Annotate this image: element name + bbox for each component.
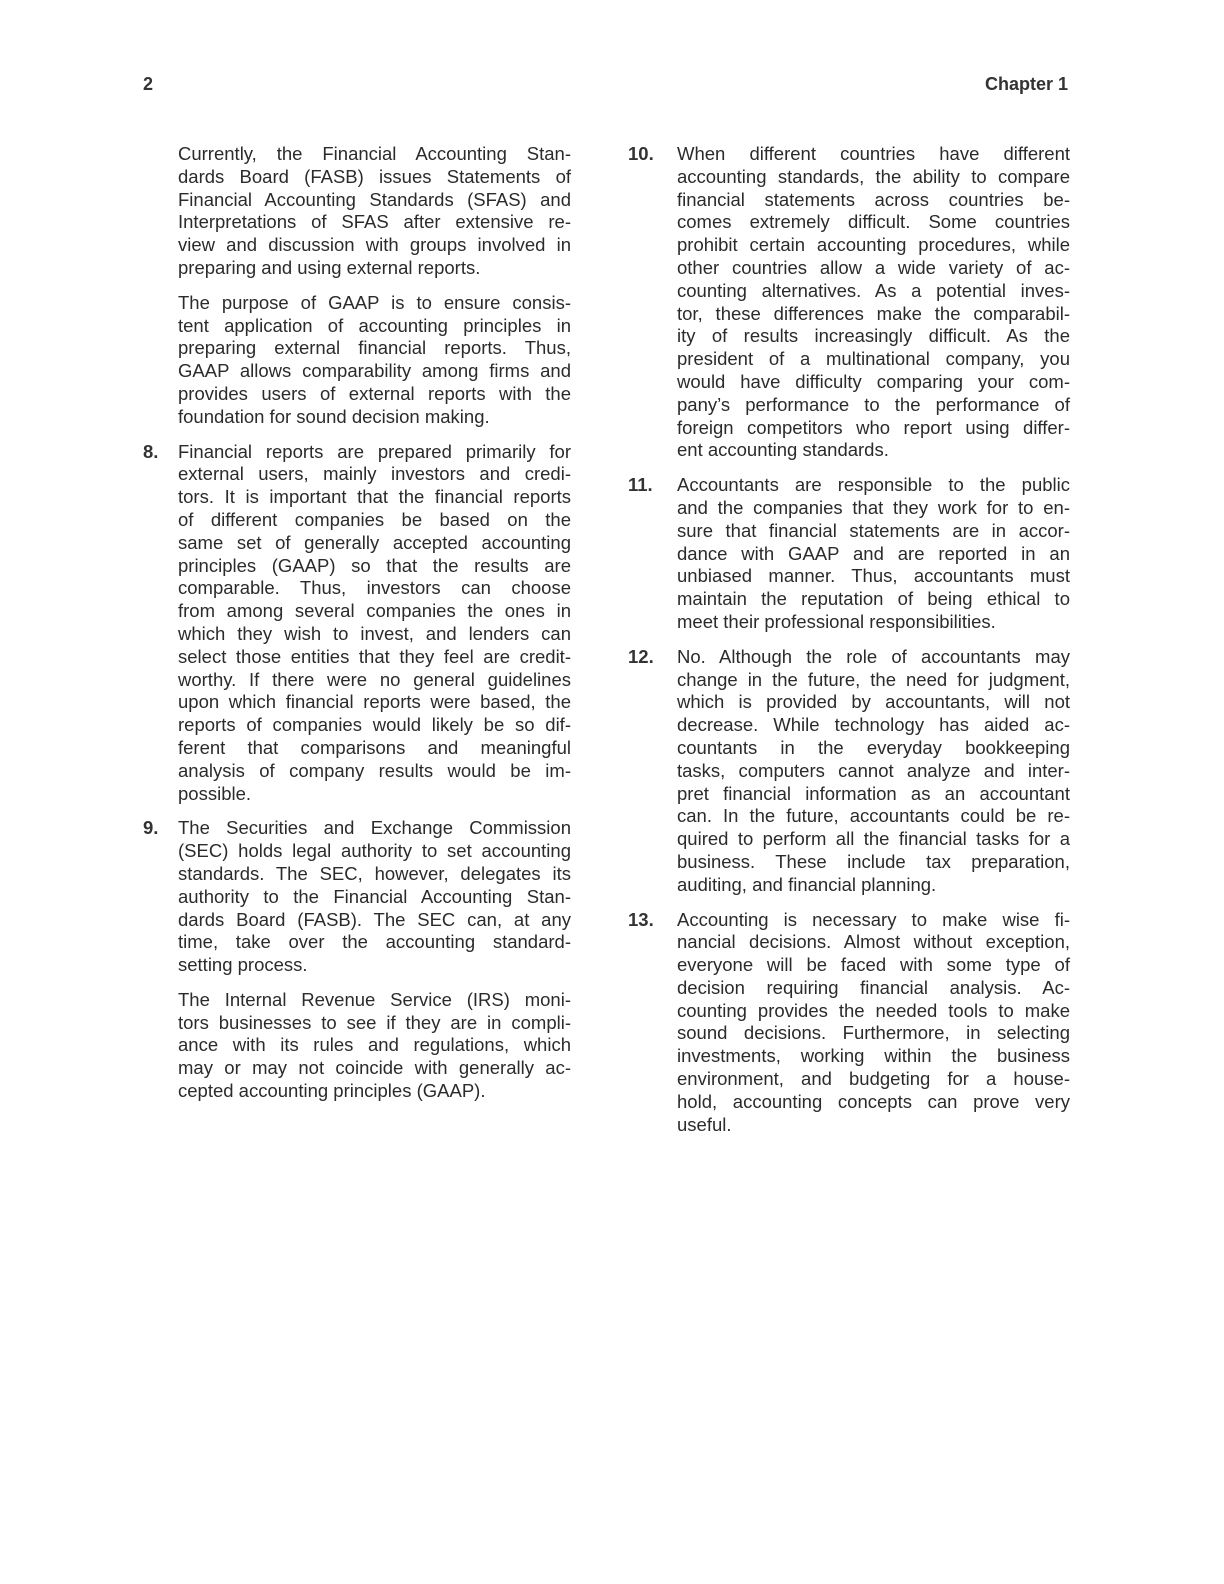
- text-line: which is provided by accountants, will not: [677, 691, 1070, 713]
- item-number: 9.: [143, 817, 159, 839]
- text-line: comparable. Thus, investors can choose: [178, 577, 571, 599]
- text-line: tors businesses to see if they are in compli-: [178, 1011, 571, 1033]
- text-line: ity of results increasingly difficult. As the: [677, 325, 1070, 347]
- text-line: view and discussion with groups involved in: [178, 234, 571, 256]
- answer-item: [628, 645, 1070, 897]
- text-line: pret financial information as an accountant: [677, 782, 1070, 804]
- text-line: tors. It is important that the financial reports: [178, 486, 571, 508]
- text-line: Financial reports are prepared primarily for: [178, 440, 571, 462]
- item-number: 11.: [628, 474, 653, 496]
- text-line: would have difficulty comparing your com-: [677, 370, 1070, 392]
- paragraph: [178, 989, 571, 1103]
- text-line: prohibit certain accounting procedures, while: [677, 234, 1070, 256]
- text-line: environment, and budgeting for a house-: [677, 1068, 1070, 1090]
- text-line: Financial Accounting Standards (SFAS) and: [178, 188, 571, 210]
- text-line: maintain the reputation of being ethical to: [677, 588, 1070, 610]
- text-line: time, take over the accounting standard-: [178, 931, 571, 953]
- text-line: analysis of company results would be im-: [178, 759, 571, 781]
- text-line: GAAP allows comparability among firms and: [178, 360, 571, 382]
- text-line: possible.: [178, 782, 252, 804]
- text-line: auditing, and financial planning.: [677, 873, 937, 895]
- text-line: accounting standards, the ability to compare: [677, 165, 1070, 187]
- text-line: Currently, the Financial Accounting Stan-: [178, 143, 571, 164]
- text-line: ance with its rules and regulations, which: [178, 1034, 571, 1056]
- text-line: same set of generally accepted accounting: [178, 531, 571, 553]
- text-line: setting process.: [178, 954, 308, 976]
- text-line: dards Board (FASB). The SEC can, at any: [178, 908, 571, 930]
- text-line: When different countries have different: [677, 143, 1070, 164]
- text-line: dance with GAAP and are reported in an: [677, 542, 1070, 564]
- text-line: and the companies that they work for to en-: [677, 496, 1070, 518]
- text-line: pany’s performance to the performance of: [677, 393, 1070, 415]
- text-line: preparing external financial reports. Thus,: [178, 337, 571, 359]
- text-line: everyone will be faced with some type of: [677, 954, 1070, 976]
- answer-item: [628, 474, 1070, 634]
- text-line: quired to perform all the financial tasks for a: [677, 828, 1070, 850]
- text-line: (SEC) holds legal authority to set accounting: [178, 840, 571, 862]
- text-line: decrease. While technology has aided ac-: [677, 714, 1070, 736]
- text-line: comes extremely difficult. Some countries: [677, 211, 1070, 233]
- text-line: nancial decisions. Almost without exception,: [677, 931, 1070, 953]
- text-line: external users, mainly investors and credi-: [178, 463, 571, 485]
- text-line: The Internal Revenue Service (IRS) moni-: [178, 988, 571, 1010]
- paragraph: [178, 292, 571, 429]
- text-line: ent accounting standards.: [677, 439, 889, 461]
- right-column: [628, 143, 1070, 1148]
- text-line: president of a multinational company, you: [677, 348, 1070, 370]
- text-line: No. Although the role of accountants may: [677, 645, 1070, 667]
- text-line: investments, working within the business: [677, 1045, 1070, 1067]
- text-line: provides users of external reports with the: [178, 382, 571, 404]
- text-line: tent application of accounting principles in: [178, 314, 571, 336]
- text-line: standards. The SEC, however, delegates its: [178, 862, 571, 884]
- text-line: can. In the future, accountants could be re-: [677, 805, 1070, 827]
- text-line: business. These include tax preparation,: [677, 850, 1070, 872]
- text-line: principles (GAAP) so that the results are: [178, 554, 571, 576]
- text-line: of different companies be based on the: [178, 508, 571, 530]
- text-line: hold, accounting concepts can prove very: [677, 1090, 1070, 1112]
- answer-item: [143, 440, 571, 806]
- answer-item: [628, 908, 1070, 1137]
- text-line: cepted accounting principles (GAAP).: [178, 1080, 486, 1102]
- text-line: dards Board (FASB) issues Statements of: [178, 165, 571, 187]
- text-line: tasks, computers cannot analyze and inter-: [677, 759, 1070, 781]
- item-number: 10.: [628, 143, 654, 164]
- item-number: 12.: [628, 645, 654, 667]
- text-line: select those entities that they feel are credit-: [178, 645, 571, 667]
- text-line: ferent that comparisons and meaningful: [178, 736, 571, 758]
- left-column: [143, 143, 571, 1115]
- text-line: countants in the everyday bookkeeping: [677, 736, 1070, 758]
- text-line: other countries allow a wide variety of ac-: [677, 256, 1070, 278]
- text-line: unbiased manner. Thus, accountants must: [677, 565, 1070, 587]
- text-line: sound decisions. Furthermore, in selecting: [677, 1022, 1070, 1044]
- item-number: 13.: [628, 908, 654, 930]
- text-line: financial statements across countries be-: [677, 188, 1070, 210]
- text-line: authority to the Financial Accounting Stan-: [178, 885, 571, 907]
- page-number: 2: [143, 74, 154, 94]
- text-line: The purpose of GAAP is to ensure consis-: [178, 291, 571, 313]
- text-line: preparing and using external reports.: [178, 256, 481, 278]
- text-line: counting provides the needed tools to make: [677, 999, 1070, 1021]
- text-line: Accounting is necessary to make wise fi-: [677, 908, 1070, 930]
- paragraph: [178, 143, 571, 280]
- text-line: decision requiring financial analysis. Ac-: [677, 976, 1070, 998]
- text-line: sure that financial statements are in accor-: [677, 519, 1070, 541]
- answer-item: [143, 817, 571, 977]
- text-line: foundation for sound decision making.: [178, 405, 490, 427]
- text-line: may or may not coincide with generally ac-: [178, 1057, 571, 1079]
- text-line: worthy. If there were no general guidelines: [178, 668, 571, 690]
- text-line: from among several companies the ones in: [178, 600, 571, 622]
- text-line: reports of companies would likely be so dif-: [178, 714, 571, 736]
- text-line: tor, these differences make the comparabil-: [677, 302, 1070, 324]
- text-line: useful.: [677, 1113, 732, 1135]
- chapter-title: Chapter 1: [984, 74, 1068, 94]
- text-line: which they wish to invest, and lenders can: [178, 622, 571, 644]
- answer-item: [628, 143, 1070, 462]
- text-line: foreign competitors who report using differ-: [677, 416, 1070, 438]
- item-number: 8.: [143, 440, 159, 462]
- text-line: Accountants are responsible to the public: [677, 474, 1070, 496]
- text-line: meet their professional responsibilities.: [677, 610, 996, 632]
- text-line: change in the future, the need for judgment,: [677, 668, 1070, 690]
- text-line: The Securities and Exchange Commission: [178, 817, 571, 839]
- text-line: counting alternatives. As a potential inves-: [677, 279, 1070, 301]
- text-line: upon which financial reports were based, the: [178, 691, 571, 713]
- text-line: Interpretations of SFAS after extensive re-: [178, 211, 571, 233]
